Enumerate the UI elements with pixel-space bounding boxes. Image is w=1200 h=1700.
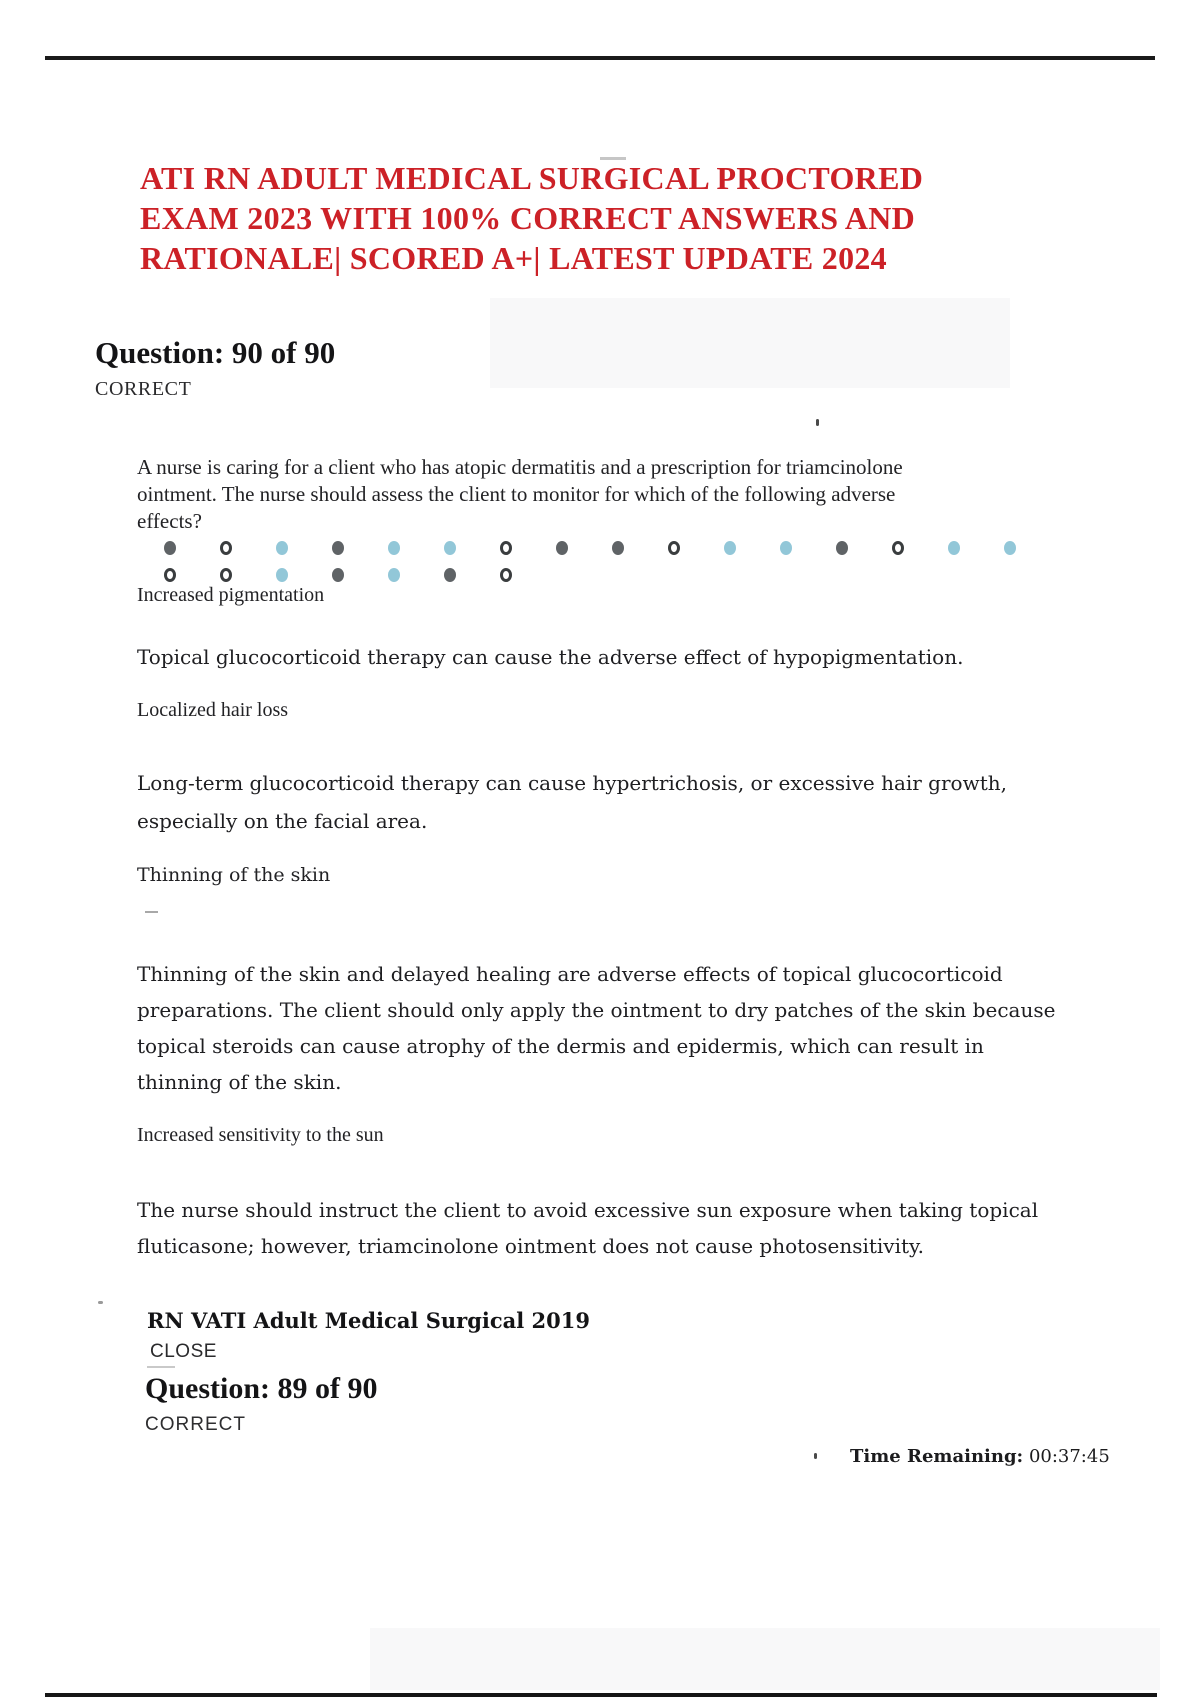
rationale-line: preparations. The client should only apply the ointment to dry patches of the skin because [137,998,1056,1022]
status-badge: CORRECT [95,378,192,400]
time-remaining [850,1446,1110,1467]
close-button[interactable]: CLOSE [150,1341,217,1362]
answer-option-label: Localized hair loss [137,699,289,721]
gray-dot [164,541,176,555]
ring-dot [220,541,232,555]
ring-dot [500,568,512,582]
blue-dot [276,568,288,582]
answer-option-label: Thinning of the skin [137,864,331,886]
page-title-line: ATI RN ADULT MEDICAL SURGICAL PROCTORED [140,160,924,196]
gray-dot [556,541,568,555]
rationale-text [137,956,1055,1100]
blue-dot [948,541,960,555]
rationale-text [137,645,963,669]
gray-dot [332,541,344,555]
gray-dot [332,568,344,582]
gray-dot [444,568,456,582]
scan-band [490,298,1010,388]
question-number-heading: Question: 89 of 90 [145,1372,378,1405]
ring-dot [220,568,232,582]
answer-option-label: Increased pigmentation [137,584,325,606]
rationale-text [137,764,1007,840]
answer-option-label: Increased sensitivity to the sun [137,1124,384,1146]
ring-dot [668,541,680,555]
question-text-line: effects? [137,509,202,533]
time-remaining-label: Time Remaining: [850,1446,1024,1467]
status-badge: CORRECT [145,1414,246,1435]
rationale-line: topical steroids can cause atrophy of the dermis and epidermis, which can result in [137,1034,984,1058]
rationale-line: fluticasone; however, triamcinolone ointment does not cause photosensitivity. [137,1234,925,1258]
rationale-line: Thinning of the skin and delayed healing are adverse effects of topical glucocorticoid [137,962,1003,986]
scan-artifact [98,1301,103,1304]
scan-band [370,1628,1160,1690]
rationale-text [137,1192,1038,1264]
bullet-dot [814,1453,817,1459]
rationale-line: thinning of the skin. [137,1070,342,1094]
rationale-line: especially on the facial area. [137,809,428,833]
scan-artifact [816,419,819,426]
rationale-line: The nurse should instruct the client to avoid excessive sun exposure when taking topical [137,1198,1039,1222]
rationale-line: Long-term glucocorticoid therapy can cause hypertrichosis, or excessive hair growth, [137,771,1007,795]
question-text-line: ointment. The nurse should assess the client to monitor for which of the following adverse [137,482,896,506]
blue-dot [780,541,792,555]
blue-dot [388,541,400,555]
dot-row [164,568,556,582]
question-text-line: A nurse is caring for a client who has atopic dermatitis and a prescription for triamcinolone [137,455,903,479]
rationale-line: Topical glucocorticoid therapy can cause the adverse effect of hypopigmentation. [137,645,964,669]
exam-name: RN VATI Adult Medical Surgical 2019 [147,1308,590,1333]
question-text [137,454,903,535]
page-title [140,158,923,278]
gray-dot [836,541,848,555]
blue-dot [388,568,400,582]
blue-dot [276,541,288,555]
dot-row [164,541,1060,555]
page-title-line: RATIONALE| SCORED A+| LATEST UPDATE 2024 [140,240,887,276]
gray-dot [612,541,624,555]
page-title-line: EXAM 2023 WITH 100% CORRECT ANSWERS AND [140,200,916,236]
scan-artifact [145,911,158,913]
top-divider [45,56,1155,60]
ring-dot [500,541,512,555]
close-underline [147,1366,175,1368]
blue-dot [724,541,736,555]
question-number-heading: Question: 90 of 90 [95,335,336,370]
ring-dot [164,568,176,582]
time-remaining-value: 00:37:45 [1028,1446,1110,1467]
bottom-divider [45,1693,1157,1697]
ring-dot [892,541,904,555]
blue-dot [1004,541,1016,555]
blue-dot [444,541,456,555]
